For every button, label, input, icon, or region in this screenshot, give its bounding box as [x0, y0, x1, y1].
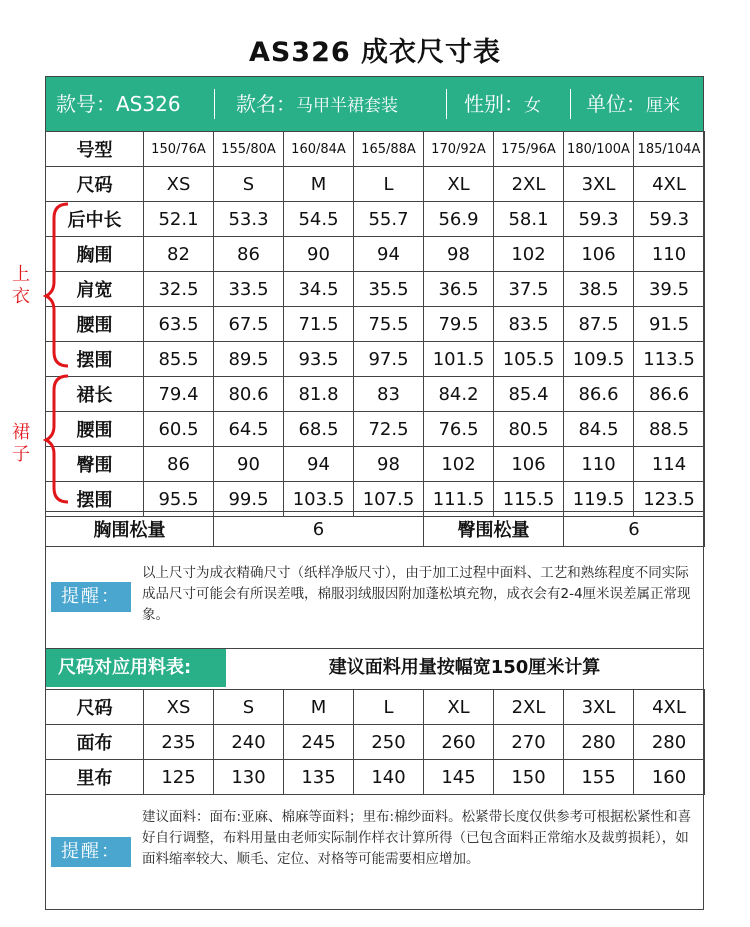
fabric-size-cell: L — [354, 690, 424, 725]
measure-cell: 90 — [214, 447, 284, 482]
chest-ease-label: 胸围松量 — [46, 512, 214, 547]
measure-cell: 86 — [214, 237, 284, 272]
measure-cell: 102 — [494, 237, 564, 272]
model-value: AS326 — [116, 92, 181, 116]
measure-cell: 76.5 — [424, 412, 494, 447]
unit-label: 单位： — [586, 92, 646, 116]
measure-cell: 54.5 — [284, 202, 354, 237]
fabric-label: 里布 — [46, 760, 144, 795]
measure-cell: 56.9 — [424, 202, 494, 237]
size-table — [45, 131, 705, 517]
measure-cell: 35.5 — [354, 272, 424, 307]
fabric-cell: 280 — [564, 725, 634, 760]
size-cell: 4XL — [634, 167, 705, 202]
measure-cell: 84.5 — [564, 412, 634, 447]
style-name-label: 款名： — [236, 92, 296, 116]
fabric-size-cell: M — [284, 690, 354, 725]
measure-cell: 88.5 — [634, 412, 705, 447]
measure-row — [46, 412, 705, 447]
measure-cell: 33.5 — [214, 272, 284, 307]
header-divider — [446, 89, 447, 119]
measure-cell: 119.5 — [564, 482, 634, 517]
measure-label: 后中长 — [46, 202, 144, 237]
measure-cell: 63.5 — [144, 307, 214, 342]
measure-cell: 87.5 — [564, 307, 634, 342]
size-cell: 3XL — [564, 167, 634, 202]
measure-cell: 39.5 — [634, 272, 705, 307]
measure-cell: 79.5 — [424, 307, 494, 342]
measure-cell: 38.5 — [564, 272, 634, 307]
size-cell: XS — [144, 167, 214, 202]
size-cell: XL — [424, 167, 494, 202]
measure-cell: 84.2 — [424, 377, 494, 412]
measure-cell: 94 — [284, 447, 354, 482]
size-cell: L — [354, 167, 424, 202]
measure-cell: 59.3 — [634, 202, 705, 237]
page-title: AS326 成衣尺寸表 — [248, 37, 502, 68]
measure-cell: 81.8 — [284, 377, 354, 412]
fabric-size-row — [46, 690, 705, 725]
fabric-cell: 135 — [284, 760, 354, 795]
measure-cell: 83 — [354, 377, 424, 412]
size-cell: S — [214, 167, 284, 202]
skirt-bracket — [46, 376, 68, 502]
type-cell: 165/88A — [354, 132, 424, 167]
measure-label: 腰围 — [46, 412, 144, 447]
style-name-field — [236, 77, 398, 131]
size-label: 尺码 — [46, 167, 144, 202]
measure-row — [46, 307, 705, 342]
note1-badge: 提醒： — [51, 582, 131, 612]
fabric-section-title: 尺码对应用料表: — [46, 649, 226, 687]
measure-cell: 86 — [144, 447, 214, 482]
gender-label: 性别： — [464, 92, 524, 116]
fabric-cell: 155 — [564, 760, 634, 795]
measure-cell: 83.5 — [494, 307, 564, 342]
measure-cell: 64.5 — [214, 412, 284, 447]
measure-cell: 95.5 — [144, 482, 214, 517]
measure-cell: 36.5 — [424, 272, 494, 307]
measure-cell: 71.5 — [284, 307, 354, 342]
measure-cell: 94 — [354, 237, 424, 272]
measure-cell: 86.6 — [634, 377, 705, 412]
fabric-cell: 140 — [354, 760, 424, 795]
measure-cell: 123.5 — [634, 482, 705, 517]
fabric-label: 面布 — [46, 725, 144, 760]
type-cell: 185/104A — [634, 132, 705, 167]
size-row — [46, 167, 705, 202]
measure-cell: 107.5 — [354, 482, 424, 517]
measure-cell: 97.5 — [354, 342, 424, 377]
measure-cell: 34.5 — [284, 272, 354, 307]
size-cell: M — [284, 167, 354, 202]
measure-label: 摆围 — [46, 482, 144, 517]
measure-cell: 59.3 — [564, 202, 634, 237]
measure-cell: 82 — [144, 237, 214, 272]
type-cell: 170/92A — [424, 132, 494, 167]
gender-field — [464, 77, 541, 131]
measure-cell: 101.5 — [424, 342, 494, 377]
measure-cell: 99.5 — [214, 482, 284, 517]
measure-row — [46, 377, 705, 412]
measure-cell: 89.5 — [214, 342, 284, 377]
measure-cell: 93.5 — [284, 342, 354, 377]
measure-row — [46, 272, 705, 307]
hip-ease-label: 臀围松量 — [424, 512, 564, 547]
measure-cell: 111.5 — [424, 482, 494, 517]
measure-cell: 109.5 — [564, 342, 634, 377]
measure-cell: 90 — [284, 237, 354, 272]
measure-cell: 67.5 — [214, 307, 284, 342]
header-divider — [570, 89, 571, 119]
measure-cell: 91.5 — [634, 307, 705, 342]
measure-cell: 106 — [564, 237, 634, 272]
skirt-side-label: 裙 子 — [12, 422, 30, 465]
note2-badge: 提醒： — [51, 837, 131, 867]
unit-field — [586, 77, 680, 131]
fabric-cell: 270 — [494, 725, 564, 760]
fabric-cell: 260 — [424, 725, 494, 760]
measure-cell: 103.5 — [284, 482, 354, 517]
fabric-cell: 250 — [354, 725, 424, 760]
fabric-cell: 240 — [214, 725, 284, 760]
measure-cell: 68.5 — [284, 412, 354, 447]
measure-label: 胸围 — [46, 237, 144, 272]
fabric-row — [46, 760, 705, 795]
fabric-cell: 130 — [214, 760, 284, 795]
measure-cell: 80.6 — [214, 377, 284, 412]
measure-cell: 85.4 — [494, 377, 564, 412]
fabric-size-cell: XS — [144, 690, 214, 725]
fabric-table — [45, 689, 705, 795]
measure-label: 臀围 — [46, 447, 144, 482]
measure-cell: 86.6 — [564, 377, 634, 412]
fabric-cell: 145 — [424, 760, 494, 795]
measure-cell: 72.5 — [354, 412, 424, 447]
fabric-size-cell: S — [214, 690, 284, 725]
measure-row — [46, 202, 705, 237]
size-cell: 2XL — [494, 167, 564, 202]
fabric-size-cell: 3XL — [564, 690, 634, 725]
fabric-row — [46, 725, 705, 760]
fabric-size-cell: 2XL — [494, 690, 564, 725]
measure-cell: 60.5 — [144, 412, 214, 447]
measure-cell: 105.5 — [494, 342, 564, 377]
model-label: 款号： — [56, 92, 116, 116]
measure-cell: 52.1 — [144, 202, 214, 237]
side-brackets — [38, 200, 78, 510]
measure-label: 肩宽 — [46, 272, 144, 307]
note2-text: 建议面料：面布:亚麻、棉麻等面料；里布:棉纱面料。松紧带长度仅供参考可根据松紧性和喜好自行调整，布料用量由老师实际制作样衣计算所得（已包含面料正常缩水及裁剪损耗），如面料缩率较大、顺毛、定位、对格等可能需要相应增加。 — [142, 809, 692, 867]
header-divider — [214, 89, 215, 119]
measure-cell: 58.1 — [494, 202, 564, 237]
fabric-section-subtitle: 建议面料用量按幅宽150厘米计算 — [328, 657, 601, 678]
measure-cell: 110 — [634, 237, 705, 272]
type-cell: 155/80A — [214, 132, 284, 167]
measure-cell: 114 — [634, 447, 705, 482]
measure-cell: 79.4 — [144, 377, 214, 412]
measure-cell: 32.5 — [144, 272, 214, 307]
type-cell: 175/96A — [494, 132, 564, 167]
measure-label: 腰围 — [46, 307, 144, 342]
measure-row — [46, 237, 705, 272]
type-cell: 160/84A — [284, 132, 354, 167]
hip-ease-value: 6 — [564, 512, 705, 547]
type-row — [46, 132, 705, 167]
top-side-label: 上 衣 — [12, 264, 30, 307]
measure-row — [46, 447, 705, 482]
measure-cell: 115.5 — [494, 482, 564, 517]
fabric-size-cell: XL — [424, 690, 494, 725]
measure-cell: 110 — [564, 447, 634, 482]
fabric-cell: 280 — [634, 725, 705, 760]
measure-cell: 53.3 — [214, 202, 284, 237]
measure-cell: 98 — [354, 447, 424, 482]
fabric-cell: 245 — [284, 725, 354, 760]
fabric-cell: 150 — [494, 760, 564, 795]
header-bar — [46, 77, 703, 131]
note1-text: 以上尺寸为成衣精确尺寸（纸样净版尺寸），由于加工过程中面料、工艺和熟练程度不同实际成品尺寸可能会有所误差哦，棉服羽绒服因附加蓬松填充物，成衣会有2-4厘米误差属正常现象。 — [142, 565, 691, 623]
type-label: 号型 — [46, 132, 144, 167]
type-cell: 180/100A — [564, 132, 634, 167]
measure-cell: 55.7 — [354, 202, 424, 237]
measure-cell: 85.5 — [144, 342, 214, 377]
ease-row — [45, 511, 705, 547]
measure-label: 摆围 — [46, 342, 144, 377]
measure-row — [46, 342, 705, 377]
measure-cell: 80.5 — [494, 412, 564, 447]
style-name-value: 马甲半裙套装 — [296, 96, 398, 116]
unit-value: 厘米 — [646, 96, 680, 116]
type-cell: 150/76A — [144, 132, 214, 167]
fabric-cell: 235 — [144, 725, 214, 760]
measure-cell: 98 — [424, 237, 494, 272]
fabric-size-label: 尺码 — [46, 690, 144, 725]
model-field — [56, 77, 181, 131]
fabric-size-cell: 4XL — [634, 690, 705, 725]
measure-cell: 113.5 — [634, 342, 705, 377]
measure-label: 裙长 — [46, 377, 144, 412]
measure-cell: 75.5 — [354, 307, 424, 342]
fabric-cell: 160 — [634, 760, 705, 795]
top-bracket — [46, 204, 68, 366]
measure-cell: 102 — [424, 447, 494, 482]
chest-ease-value: 6 — [214, 512, 424, 547]
measure-cell: 106 — [494, 447, 564, 482]
measure-cell: 37.5 — [494, 272, 564, 307]
gender-value: 女 — [524, 96, 541, 116]
fabric-cell: 125 — [144, 760, 214, 795]
